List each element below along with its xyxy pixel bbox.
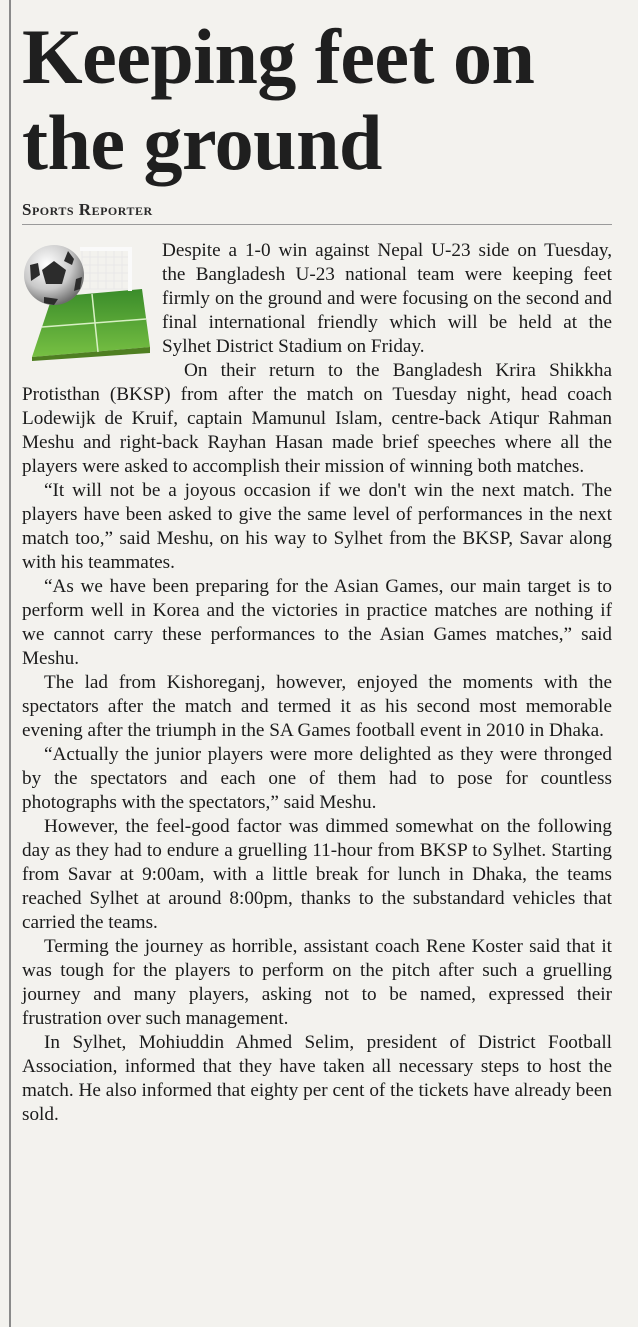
paragraph: On their return to the Bangladesh Krira Shikkha Protisthan (BKSP) from after the match on Tuesday night, head coach Lodewijk de Kruif, captain Mamunul Islam, centre-back Atiqur Rahman Meshu and right-back Rayhan Hasan made brief speeches where all the players were asked to accomplish their mission of winning both matches. xyxy=(22,360,612,477)
article-body xyxy=(22,239,612,1127)
paragraph: Terming the journey as horrible, assistant coach Rene Koster said that it was tough for the players to perform on the pitch after such a gruelling journey and many players, asking not to be named, expressed their frustration over such management. xyxy=(22,936,612,1029)
paragraph: In Sylhet, Mohiuddin Ahmed Selim, president of District Football Association, informed that they have taken all necessary steps to host the match. He also informed that eighty per cent of the tickets have already been sold. xyxy=(22,1032,612,1125)
paragraph: “Actually the junior players were more delighted as they were thronged by the spectators and each one of them had to pose for countless photographs with the spectators,” said Meshu. xyxy=(22,744,612,813)
paragraph: “As we have been preparing for the Asian Games, our main target is to perform well in Korea and the victories in practice matches are nothing if we cannot carry these performances to the Asian Games matches,” said Meshu. xyxy=(22,576,612,669)
paragraph: Despite a 1-0 win against Nepal U-23 side on Tuesday, the Bangladesh U-23 national team were keeping feet firmly on the ground and were focusing on the second and final international friendly which will be held at the Sylhet District Stadium on Friday. xyxy=(162,240,612,357)
headline: Keeping feet on the ground xyxy=(22,13,535,186)
byline: Sports Reporter xyxy=(22,200,612,225)
paragraph: The lad from Kishoreganj, however, enjoyed the moments with the spectators after the match and termed it as his second most memorable evening after the triumph in the SA Games football event in 2010 in Dhaka. xyxy=(22,672,612,741)
news-article xyxy=(22,14,612,1127)
paragraph: “It will not be a joyous occasion if we don't win the next match. The players have been asked to give the same level of performances in the next match too,” said Meshu, on his way to Sylhet from the BKSP, Savar along with his teammates. xyxy=(22,480,612,573)
paragraph: However, the feel-good factor was dimmed somewhat on the following day as they had to endure a gruelling 11-hour from BKSP to Sylhet. Starting from Savar at 9:00am, with a little break for lunch in Dhaka, the teams reached Sylhet at around 8:00pm, thanks to the substandard vehicles that carried the teams. xyxy=(22,816,612,933)
football-goal-icon xyxy=(18,239,156,361)
column-rule xyxy=(9,0,11,1327)
